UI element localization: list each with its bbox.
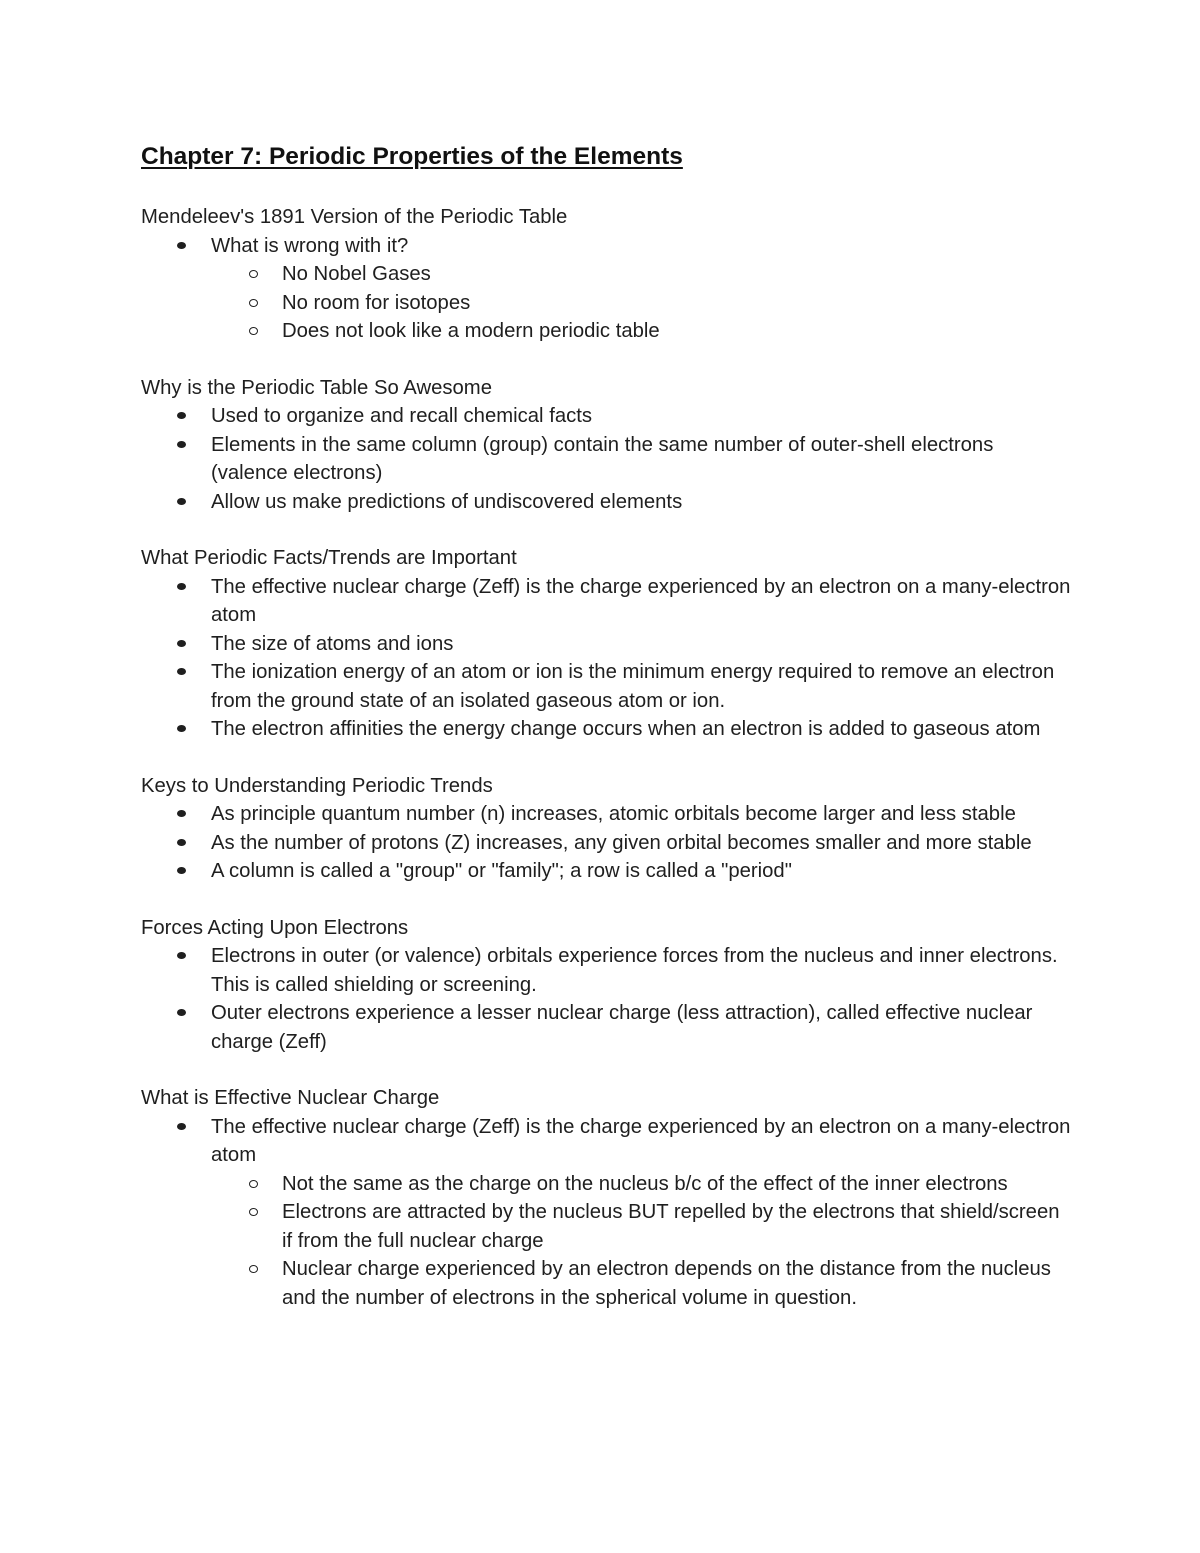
list-item-text: The effective nuclear charge (Zeff) is the charge experienced by an electron on a many-electron atom xyxy=(211,1115,1071,1166)
hollow-bullet-icon xyxy=(249,270,258,278)
list-item xyxy=(141,431,1071,488)
list-item-text: As the number of protons (Z) increases, any given orbital becomes smaller and more stable xyxy=(211,831,1032,854)
filled-bullet-icon xyxy=(177,1009,186,1016)
filled-bullet-icon xyxy=(177,498,186,505)
outline-section xyxy=(141,544,1071,744)
list-item xyxy=(141,829,1071,858)
list-item xyxy=(141,630,1071,659)
sub-list-item-text: Does not look like a modern periodic table xyxy=(282,320,660,342)
sub-bullet-list xyxy=(211,260,1071,346)
filled-bullet-icon xyxy=(177,952,186,959)
sub-bullet-list xyxy=(211,1170,1071,1313)
list-item-text: Outer electrons experience a lesser nuclear charge (less attraction), called effective nuclear charge (Zeff) xyxy=(211,1002,1033,1053)
list-item xyxy=(141,800,1071,829)
sub-list-item xyxy=(141,289,1071,318)
sections-container xyxy=(141,203,1071,1312)
sub-list-item-text: Nuclear charge experienced by an electron depends on the distance from the nucleus and the number of electrons in the spherical volume in question. xyxy=(282,1258,1051,1309)
list-item xyxy=(141,573,1071,630)
sub-list-item xyxy=(141,260,1071,289)
filled-bullet-icon xyxy=(177,640,186,647)
hollow-bullet-icon xyxy=(249,327,258,335)
hollow-bullet-icon xyxy=(249,299,258,307)
sub-list-item xyxy=(141,317,1071,346)
sub-list-wrapper xyxy=(141,1170,1071,1313)
page-title: Chapter 7: Periodic Properties of the Elements xyxy=(141,143,683,170)
list-item-text: Used to organize and recall chemical facts xyxy=(211,405,593,427)
list-item-text: The size of atoms and ions xyxy=(211,632,454,655)
outline-section xyxy=(141,374,1071,517)
list-item xyxy=(141,999,1071,1056)
sub-list-item-text: No room for isotopes xyxy=(282,291,471,314)
list-item-text: Allow us make predictions of undiscovered elements xyxy=(211,490,683,513)
list-item xyxy=(141,658,1071,715)
filled-bullet-icon xyxy=(177,412,186,419)
section-heading: Forces Acting Upon Electrons xyxy=(141,916,409,939)
outline-section xyxy=(141,772,1071,886)
bullet-list xyxy=(141,800,1071,886)
section-heading: Mendeleev's 1891 Version of the Periodic Table xyxy=(141,206,568,228)
outline-section xyxy=(141,1084,1071,1312)
list-item xyxy=(141,1113,1071,1170)
list-item xyxy=(141,857,1071,886)
list-item-text: A column is called a "group" or "family"; a row is called a "period" xyxy=(211,860,792,882)
bullet-list xyxy=(141,1113,1071,1313)
list-item-text: Elements in the same column (group) contain the same number of outer-shell electrons (valence electrons) xyxy=(211,433,994,484)
list-item-text: What is wrong with it? xyxy=(211,234,409,257)
list-item xyxy=(141,942,1071,999)
section-heading: Why is the Periodic Table So Awesome xyxy=(141,376,492,399)
list-item-text: The electron affinities the energy change occurs when an electron is added to gaseous atom xyxy=(211,718,1041,740)
document-page xyxy=(141,139,1071,1340)
sub-list-item xyxy=(141,1170,1071,1199)
filled-bullet-icon xyxy=(177,1123,186,1130)
bullet-list xyxy=(141,573,1071,744)
filled-bullet-icon xyxy=(177,583,186,590)
filled-bullet-icon xyxy=(177,668,186,675)
outline-section xyxy=(141,203,1071,346)
outline-section xyxy=(141,914,1071,1057)
list-item xyxy=(141,488,1071,517)
bullet-list xyxy=(141,232,1071,346)
list-item xyxy=(141,715,1071,744)
list-item-text: Electrons in outer (or valence) orbitals experience forces from the nucleus and inner electrons. This is called shielding or screening. xyxy=(211,945,1058,996)
hollow-bullet-icon xyxy=(249,1265,258,1273)
filled-bullet-icon xyxy=(177,725,186,732)
list-item xyxy=(141,402,1071,431)
sub-list-wrapper xyxy=(141,260,1071,346)
sub-list-item xyxy=(141,1255,1071,1312)
hollow-bullet-icon xyxy=(249,1208,258,1216)
filled-bullet-icon xyxy=(177,867,186,874)
list-item xyxy=(141,232,1071,261)
hollow-bullet-icon xyxy=(249,1180,258,1188)
sub-list-item xyxy=(141,1198,1071,1255)
sub-list-item-text: Electrons are attracted by the nucleus BUT repelled by the electrons that shield/screen if from the full nuclear charge xyxy=(282,1201,1060,1252)
filled-bullet-icon xyxy=(177,810,186,817)
list-item-text: As principle quantum number (n) increases, atomic orbitals become larger and less stable xyxy=(211,803,1016,825)
filled-bullet-icon xyxy=(177,242,186,249)
bullet-list xyxy=(141,942,1071,1056)
sub-list-item-text: Not the same as the charge on the nucleus b/c of the effect of the inner electrons xyxy=(282,1172,1008,1195)
section-heading: Keys to Understanding Periodic Trends xyxy=(141,774,493,797)
sub-list-item-text: No Nobel Gases xyxy=(282,263,431,285)
bullet-list xyxy=(141,402,1071,516)
section-heading: What Periodic Facts/Trends are Important xyxy=(141,547,517,569)
list-item-text: The ionization energy of an atom or ion is the minimum energy required to remove an electron from the ground state of an isolated gaseous atom or ion. xyxy=(211,661,1055,712)
filled-bullet-icon xyxy=(177,441,186,448)
section-heading: What is Effective Nuclear Charge xyxy=(141,1087,440,1109)
list-item-text: The effective nuclear charge (Zeff) is the charge experienced by an electron on a many-electron atom xyxy=(211,575,1071,626)
filled-bullet-icon xyxy=(177,839,186,846)
